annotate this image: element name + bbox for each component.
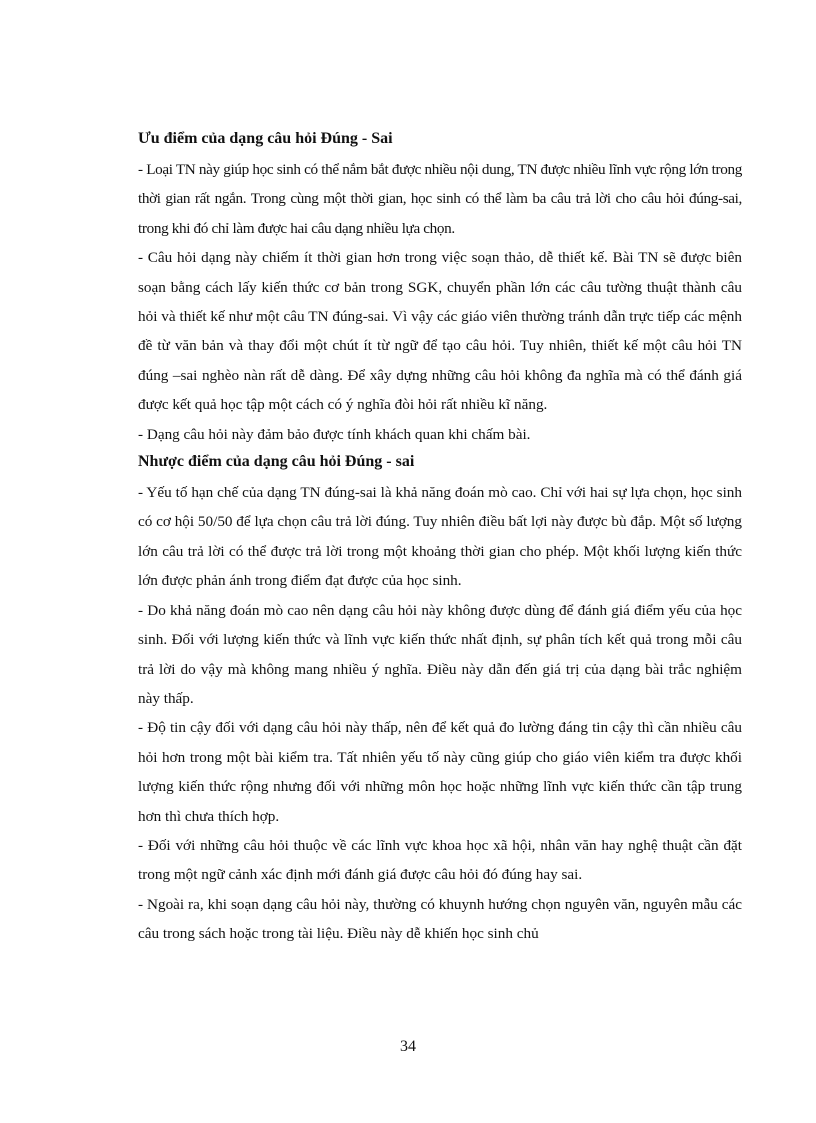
paragraph-disadvantage-3: - Độ tin cậy đối với dạng câu hỏi này thấp, nên để kết quả đo lường đáng tin cậy thì cần nhiều câu hỏi hơn trong một bài kiểm tra. Tất nhiên yếu tố này cũng giúp cho giáo viên kiểm tra được khối lượng kiến thức rộng nhưng đối với những môn học hoặc những lĩnh vực kiến thức cần tập trung hơn thì chưa thích hợp. (138, 719, 742, 825)
paragraph-advantage-3: - Dạng câu hỏi này đảm bảo được tính khách quan khi chấm bài. (138, 425, 531, 443)
paragraph-disadvantage-4: - Đối với những câu hỏi thuộc về các lĩnh vực khoa học xã hội, nhân văn hay nghệ thuật cần đặt trong một ngữ cảnh xác định mới đánh giá được câu hỏi đó đúng hay sai. (138, 836, 742, 884)
paragraph-advantage-2: - Câu hỏi dạng này chiếm ít thời gian hơn trong việc soạn thảo, dễ thiết kế. Bài TN sẽ được biên soạn bằng cách lấy kiến thức cơ bản trong SGK, chuyển phần lớn các câu tường thuật thành câu hỏi và thiết kế như một câu TN đúng-sai. Vì vậy các giáo viên thường tránh dẫn trực tiếp các mệnh đề từ văn bản và thay đổi một chút ít từ ngữ để tạo câu hỏi. Tuy nhiên, thiết kế một câu hỏi TN đúng –sai nghèo nàn rất dễ dàng. Để xây dựng những câu hỏi không đa nghĩa mà có thể đánh giá được kết quả học tập một cách có ý nghĩa đòi hỏi rất nhiều kĩ năng. (138, 249, 742, 414)
document-body (138, 128, 742, 949)
paragraph-disadvantage-2: - Do khả năng đoán mò cao nên dạng câu hỏi này không được dùng để đánh giá điểm yếu của học sinh. Đối với lượng kiến thức và lĩnh vực kiến thức nhất định, sự phân tích kết quả trong mỗi câu trả lời do vậy mà không mang nhiều ý nghĩa. Điều này dẫn đến giá trị của dạng bài trắc nghiệm này thấp. (138, 601, 742, 707)
page-number: 34 (400, 1038, 416, 1055)
paragraph-disadvantage-1: - Yếu tố hạn chế của dạng TN đúng-sai là khả năng đoán mò cao. Chỉ với hai sự lựa chọn, học sinh có cơ hội 50/50 để lựa chọn câu trả lời đúng. Tuy nhiên điều bất lợi này được bù đắp. Một số lượng lớn câu trả lời có thể được trả lời trong một khoảng thời gian cho phép. Một khối lượng kiến thức lớn được phản ánh trong điểm đạt được của học sinh. (138, 484, 742, 590)
paragraph-disadvantage-5: - Ngoài ra, khi soạn dạng câu hỏi này, thường có khuynh hướng chọn nguyên văn, nguyên mẫu các câu trong sách hoặc trong tài liệu. Điều này dễ khiến học sinh chủ (138, 895, 742, 943)
section-heading-disadvantages: Nhược điểm của dạng câu hỏi Đúng - sai (138, 453, 415, 471)
section-heading-advantages: Ưu điểm của dạng câu hỏi Đúng - Sai (138, 130, 393, 147)
paragraph-advantage-1: - Loại TN này giúp học sinh có thể nắm bắt được nhiều nội dung, TN được nhiều lĩnh vực rộng lớn trong thời gian rất ngắn. Trong cùng một thời gian, học sinh có thể làm ba câu trả lời cho câu hỏi đúng-sai, trong khi đó chỉ làm được hai câu dạng nhiều lựa chọn. (138, 161, 742, 237)
